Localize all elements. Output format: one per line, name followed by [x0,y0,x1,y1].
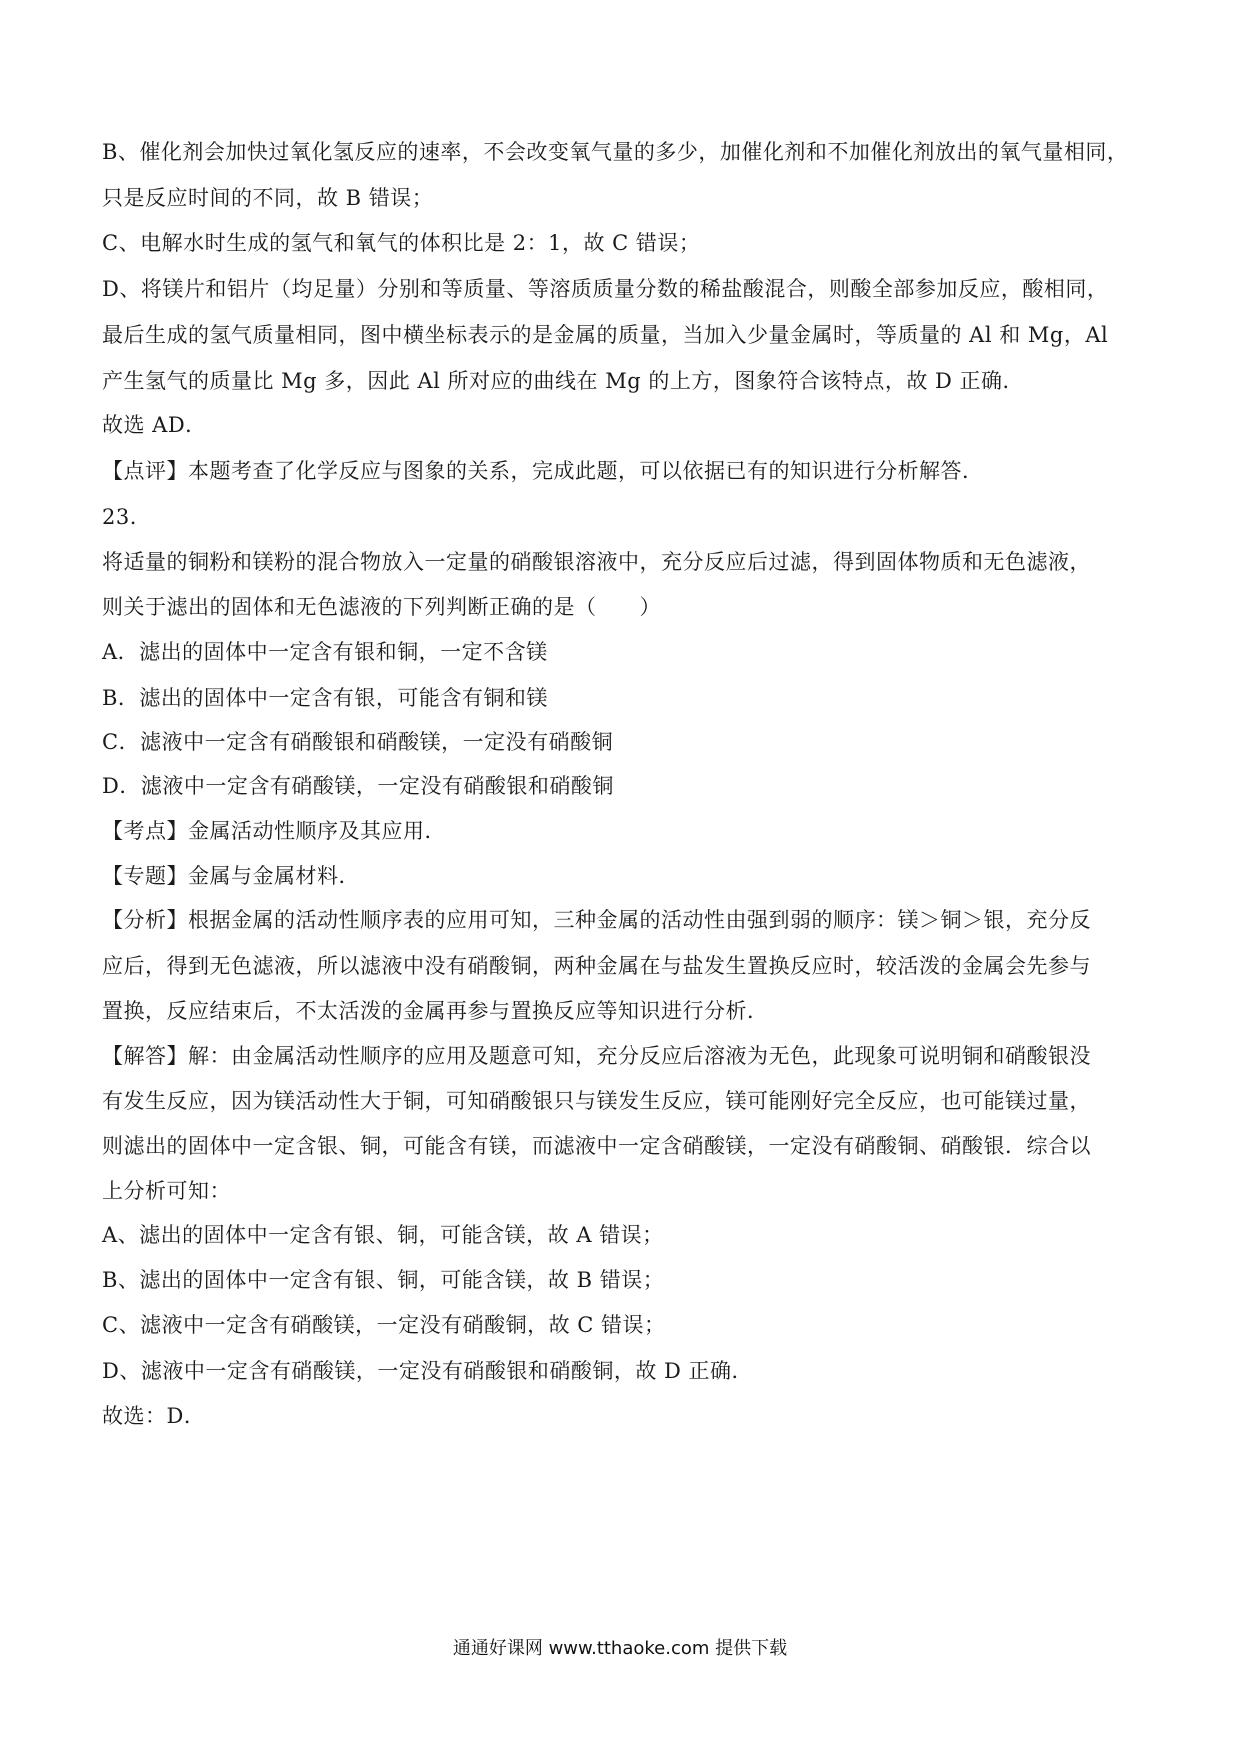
answer-line: 【解答】解：由金属活动性顺序的应用及题意可知，充分反应后溶液为无色，此现象可说明铜和硝酸银没 [102,1044,1091,1068]
analysis-line: 应后，得到无色滤液，所以滤液中没有硝酸铜，两种金属在与盐发生置换反应时，较活泼的金属会先参与 [102,954,1091,978]
text-line: D、将镁片和铝片（均足量）分别和等质量、等溶质质量分数的稀盐酸混合，则酸全部参加反应，酸相同， [102,277,1109,301]
option-b: B．滤出的固体中一定含有银，可能含有铜和镁 [102,686,548,710]
topic-line: 【专题】金属与金属材料． [102,864,360,888]
text-line: C、电解水时生成的氢气和氧气的体积比是 2：1，故 C 错误； [102,231,701,255]
answer-line: 故选：D． [102,1404,206,1428]
analysis-line: 置换，反应结束后，不太活泼的金属再参与置换反应等知识进行分析． [102,999,769,1023]
option-d: D．滤液中一定含有硝酸镁，一定没有硝酸银和硝酸铜 [102,774,614,798]
text-line: 只是反应时间的不同，故 B 错误； [102,186,434,210]
key-point-line: 【考点】金属活动性顺序及其应用． [102,819,446,843]
comment-line: 【点评】本题考查了化学反应与图象的关系，完成此题，可以依据已有的知识进行分析解答． [102,459,984,483]
question-stem: 则关于滤出的固体和无色滤液的下列判断正确的是（ ） [102,595,661,619]
answer-line: 上分析可知： [102,1179,231,1203]
option-a: A．滤出的固体中一定含有银和铜，一定不含镁 [102,640,548,664]
question-number: 23. [102,505,137,529]
answer-line: B、滤出的固体中一定含有银、铜，可能含镁，故 B 错误； [102,1268,665,1292]
text-line: B、催化剂会加快过氧化氢反应的速率，不会改变氧气量的多少，加催化剂和不加催化剂放出的氧气量相同， [102,140,1129,164]
text-line: 故选 AD． [102,413,207,437]
answer-line: 有发生反应，因为镁活动性大于铜，可知硝酸银只与镁发生反应，镁可能刚好完全反应，也可能镁过量， [102,1089,1091,1113]
answer-line: 则滤出的固体中一定含银、铜，可能含有镁，而滤液中一定含硝酸镁，一定没有硝酸铜、硝酸银．综合以 [102,1134,1091,1158]
analysis-line: 【分析】根据金属的活动性顺序表的应用可知，三种金属的活动性由强到弱的顺序：镁＞铜＞银，充分反 [102,908,1091,932]
answer-line: C、滤液中一定含有硝酸镁，一定没有硝酸铜，故 C 错误； [102,1313,666,1337]
answer-line: A、滤出的固体中一定含有银、铜，可能含镁，故 A 错误； [102,1223,664,1247]
answer-line: D、滤液中一定含有硝酸镁，一定没有硝酸银和硝酸铜，故 D 正确． [102,1359,754,1383]
option-c: C．滤液中一定含有硝酸银和硝酸镁，一定没有硝酸铜 [102,730,614,754]
text-line: 最后生成的氢气质量相同，图中横坐标表示的是金属的质量，当加入少量金属时，等质量的 Al 和 Mg，Al [102,323,1109,347]
question-stem: 将适量的铜粉和镁粉的混合物放入一定量的硝酸银溶液中，充分反应后过滤，得到固体物质和无色滤液， [102,550,1091,574]
text-line: 产生氢气的质量比 Mg 多，因此 Al 所对应的曲线在 Mg 的上方，图象符合该特点，故 D 正确． [102,369,1025,393]
page-footer: 通通好课网 www.tthaoke.com 提供下载 [452,1638,788,1659]
